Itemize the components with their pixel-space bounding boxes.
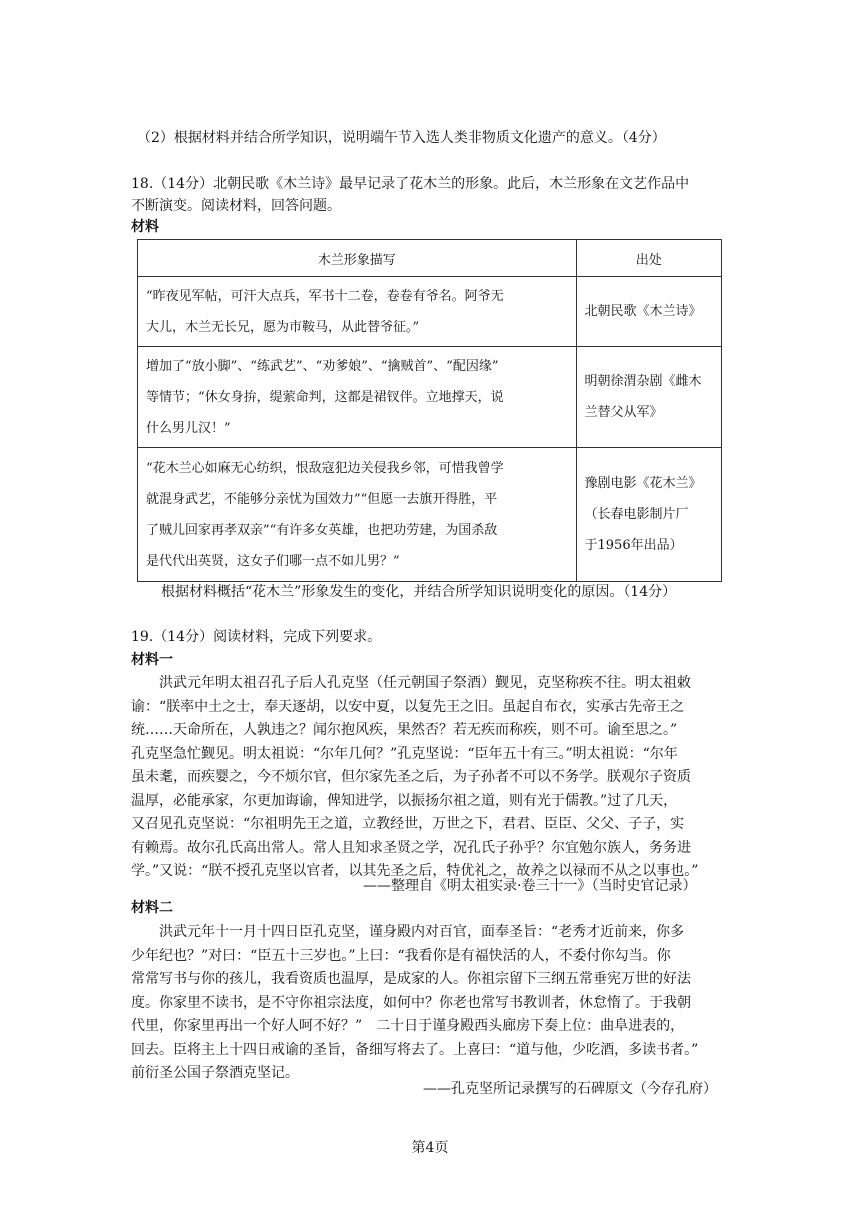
description-line: 了贼儿回家再孝双亲”“有许多女英雄，也把功劳建，为国杀敌 xyxy=(146,522,498,538)
material1-passage xyxy=(131,672,731,884)
passage-line: 前衍圣公国子祭酒克坚记。 xyxy=(131,1065,299,1081)
q18-intro-line2: 不断演变。阅读材料，回答问题。 xyxy=(131,198,341,214)
q18-material-label: 材料 xyxy=(131,219,159,235)
table-cell-description xyxy=(138,448,577,582)
material1-source: ——整理自《明太祖实录·卷三十一》（当时史官记录） xyxy=(363,878,697,894)
passage-line: 又召见孔克坚说：“尔祖明先王之道，立教经世，万世之下，君君、臣臣、父父、子子，实 xyxy=(131,816,685,832)
table-header-source: 出处 xyxy=(576,240,722,277)
source-line: 于1956年出品） xyxy=(584,538,683,553)
material2-passage xyxy=(131,921,731,1086)
passage-line: 度。你家里不读书，是不守你祖宗法度，如何中？你老也常写书教训者，休怠惰了。于我朝 xyxy=(131,994,691,1011)
table-cell-description xyxy=(138,277,577,347)
table-header-row xyxy=(138,240,722,277)
table-cell-source xyxy=(576,347,722,448)
table-row xyxy=(138,448,722,582)
passage-line: 回去。臣将主上十四日戒谕的圣旨，备细写将去了。上喜曰：“道与他，少吃酒，多读书者。” xyxy=(131,1041,699,1058)
passage-line: 虽未耄，而疾婴之，今不烦尔官，但尔家先圣之后，为子孙者不可以不务学。朕观尔子资质 xyxy=(131,769,691,785)
page-number: 第4页 xyxy=(411,1140,449,1156)
q19-title: 19.（14分）阅读材料，完成下列要求。 xyxy=(131,629,382,645)
description-line: “花木兰心如麻无心纺织，恨敌寇犯边关侵我乡邻，可惜我曾学 xyxy=(146,460,504,476)
passage-line: 温厚，必能承家，尔更加诲谕，俾知进学，以振扬尔祖之道，则有光于儒教。”过了几天， xyxy=(131,792,678,809)
q18-question: 根据材料概括“花木兰”形象发生的变化，并结合所学知识说明变化的原因。（14分） xyxy=(161,584,677,600)
description-line: 等情节；“休女身拚，缇萦命判，这都是裙钗伴。立地撑天，说 xyxy=(146,389,504,405)
q19-material2-label: 材料二 xyxy=(131,900,173,916)
table-header-description: 木兰形象描写 xyxy=(138,240,577,277)
table-cell-source xyxy=(576,277,722,347)
table-cell-source xyxy=(576,448,722,582)
table-cell-description xyxy=(138,347,577,448)
passage-line: 代里，你家里再出一个好人呵不好？” 二十日于谨身殿西头廊房下奏上位：曲阜进表的， xyxy=(131,1018,685,1034)
table-row xyxy=(138,347,722,448)
source-line: 豫剧电影《花木兰》 xyxy=(584,476,702,491)
passage-line: 少年纪也？”对曰：“臣五十三岁也。”上曰：“我看你是有福快活的人，不委付你勾当。你 xyxy=(131,947,671,964)
passage-line: 谕：“朕率中土之士，奉天逐胡，以安中夏，以复先王之旧。虽起自布衣，实承古先帝王之 xyxy=(131,698,685,715)
q19-material1-label: 材料一 xyxy=(131,652,173,668)
table-row xyxy=(138,277,722,347)
description-line: 就混身武艺，不能够分亲忧为国效力”“但愿一去旗开得胜，平 xyxy=(146,491,498,507)
mulan-table xyxy=(137,239,722,582)
description-line: 什么男儿汉！” xyxy=(146,420,231,436)
source-line: 北朝民歌《木兰诗》 xyxy=(584,304,702,319)
description-line: “昨夜见军帖，可汗大点兵，军书十二卷，卷卷有爷名。阿爷无 xyxy=(146,288,504,304)
q18-intro-line1: 18.（14分）北朝民歌《木兰诗》最早记录了花木兰的形象。此后，木兰形象在文艺作品中 xyxy=(131,176,690,192)
description-line: 大儿，木兰无长兄，愿为市鞍马，从此替爷征。” xyxy=(146,319,420,335)
passage-line: 洪武元年十一月十四日臣孔克坚，谨身殿内对百官，面奉圣旨：“老秀才近前来，你多 xyxy=(131,924,685,940)
description-line: 是代代出英贤，这女子们哪一点不如儿男？” xyxy=(146,553,400,569)
passage-line: 孔克坚急忙觐见。明太祖说：“尔年几何？”孔克坚说：“臣年五十有三。”明太祖说：“尔年 xyxy=(131,745,678,762)
q17-part2-question: （2）根据材料并结合所学知识，说明端午节入选人类非物质文化遗产的意义。（4分） xyxy=(137,130,666,146)
passage-line: 洪武元年明太祖召孔子后人孔克坚（任元朝国子祭酒）觐见，克坚称疾不往。明太祖敕 xyxy=(131,675,691,691)
source-line: 明朝徐渭杂剧《雌木 xyxy=(584,374,702,389)
passage-line: 学。”又说：“朕不授孔克坚以官者，以其先圣之后，特优礼之，故养之以禄而不从之以事也。” xyxy=(131,863,699,879)
material2-source: ——孔克坚所记录撰写的石碑原文（今存孔府） xyxy=(423,1081,717,1097)
passage-line: 统……天命所在，人孰违之？闻尔抱风疾，果然否？若无疾而称疾，则不可。谕至思之。” xyxy=(131,722,678,738)
passage-line: 有赖焉。故尔孔氏高出常人。常人且知求圣贤之学，况孔氏子孙乎？尔宜勉尔族人，务务进 xyxy=(131,839,691,856)
source-line: （长春电影制片厂 xyxy=(584,507,689,522)
description-line: 增加了“放小脚”、“练武艺”、“劝爹娘”、“擒贼首”、“配因缘” xyxy=(146,358,499,374)
source-line: 兰替父从军》 xyxy=(584,405,663,420)
passage-line: 常常写书与你的孩儿，我看资质也温厚，是成家的人。你祖宗留下三纲五常垂宪万世的好法 xyxy=(131,971,691,987)
